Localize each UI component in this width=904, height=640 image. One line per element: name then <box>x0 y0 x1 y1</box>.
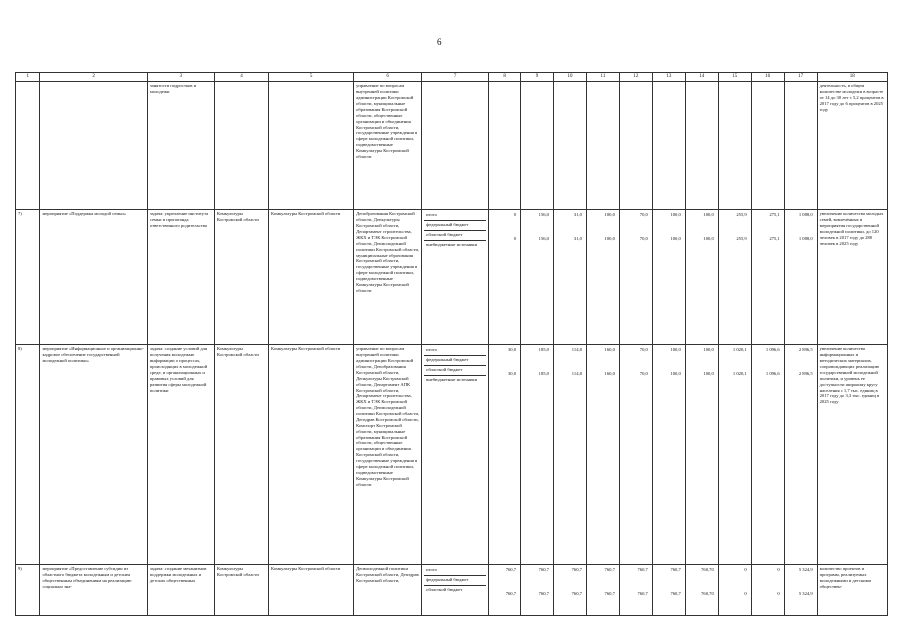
funding-sources <box>422 565 489 616</box>
measure-name: мероприятие «Предоставление субсидии из областного бюджета молодежным и детским общественным объединениям на реализацию социально зна- <box>40 565 147 616</box>
executor: Комкультуры Костромской области <box>269 565 354 616</box>
regional-value: 70,0 <box>639 236 648 242</box>
column-number: 14 <box>685 73 718 82</box>
regional-value: 255,9 <box>736 236 747 242</box>
total-value: 70,0 <box>639 212 648 218</box>
year-value-cell <box>718 210 751 345</box>
regional-value: 156,0 <box>538 236 549 242</box>
regional-value: 1 096,6 <box>765 371 780 377</box>
year-value-cell <box>521 210 554 345</box>
executor: Комкультуры Костромской области <box>269 345 354 565</box>
regional-value: 100,0 <box>670 236 681 242</box>
regional-value: 5 324,9 <box>798 591 813 597</box>
funding-sources <box>422 345 489 565</box>
total-value: 760,7 <box>538 567 549 573</box>
year-value-cell <box>586 345 619 565</box>
column-number: 2 <box>40 73 147 82</box>
table-row <box>16 345 888 565</box>
total-value: 185,0 <box>538 347 549 353</box>
column-number: 15 <box>718 73 751 82</box>
funding-source: федеральный бюджет <box>424 576 486 586</box>
regional-value: 760,7 <box>670 591 681 597</box>
regional-value: 760,70 <box>701 591 714 597</box>
participants: Депобразования Костромской области, Депкультуры Костромской области, Департамент строительства, ЖКХ и ТЭК Костромской области, Депмолодежной политики Костромской области, муниципальные образования Костромской области, государственные учреждения в сфере молодежной политики, подведомственные Комкультуры Костромской области <box>354 210 422 345</box>
row-number: 7) <box>16 210 40 345</box>
column-number: 16 <box>751 73 784 82</box>
year-value-cell <box>718 345 751 565</box>
table-row <box>16 210 888 345</box>
column-number: 18 <box>817 73 887 82</box>
total-value: 2 896,5 <box>798 347 813 353</box>
year-value-cell <box>652 345 685 565</box>
regional-value: 185,0 <box>538 371 549 377</box>
total-value: 0 <box>744 567 747 573</box>
measure-task: задача: создание механизмов поддержки молодежных и детских общественных <box>147 565 214 616</box>
regional-value: 0 <box>513 236 517 242</box>
total-value: 275,1 <box>769 212 780 218</box>
year-value-cell <box>784 345 817 565</box>
total-value: 760,7 <box>637 567 648 573</box>
funding-source: итого <box>424 566 486 576</box>
regional-value: 100,0 <box>604 236 615 242</box>
column-number: 3 <box>147 73 214 82</box>
expected-result: увеличение количества молодых семей, вовлечённых в мероприятия государственной молодежной политики, до 120 человек в 2017 году до 280 человек в 2025 году <box>817 210 887 345</box>
year-value-cell <box>489 565 521 616</box>
column-number: 7 <box>422 73 489 82</box>
year-value-cell <box>489 82 521 210</box>
total-value: 255,9 <box>736 212 747 218</box>
column-number: 17 <box>784 73 817 82</box>
header-row <box>16 73 888 82</box>
year-value-cell <box>586 210 619 345</box>
column-number: 13 <box>652 73 685 82</box>
column-number: 1 <box>16 73 40 82</box>
year-value-cell <box>521 565 554 616</box>
total-value: 5 324,9 <box>798 567 813 573</box>
year-value-cell <box>521 82 554 210</box>
funding-sources <box>422 210 489 345</box>
total-value: 0 <box>513 212 517 218</box>
total-value: 760,7 <box>571 567 582 573</box>
regional-value: 31,0 <box>573 236 582 242</box>
year-value-cell <box>685 565 718 616</box>
participants: Депмолодежной политики Костромской области, Депздрав Костромской области, <box>354 565 422 616</box>
funding-source: областной бюджет <box>426 587 463 593</box>
year-value-cell <box>619 565 652 616</box>
measure-name: мероприятие «Информационное и организационно-кадровое обеспечение государственной молодежной политики» <box>40 345 147 565</box>
coordinator: Комкультуры Костромской области <box>214 345 268 565</box>
regional-value: 2 896,5 <box>798 371 813 377</box>
column-number: 10 <box>553 73 586 82</box>
column-number: 5 <box>269 73 354 82</box>
measure-task: задача: укрепление института семьи и пропаганда ответственного родительства <box>147 210 214 345</box>
regional-value: 1 088,0 <box>798 236 813 242</box>
total-value: 1 096,6 <box>765 347 780 353</box>
funding-source: областной бюджет <box>424 366 486 376</box>
regional-value: 760,7 <box>538 591 549 597</box>
funding-source: федеральный бюджет <box>424 221 486 231</box>
year-value-cell <box>489 345 521 565</box>
regional-value: 30,0 <box>507 371 517 377</box>
column-number: 6 <box>354 73 422 82</box>
year-value-cell <box>586 565 619 616</box>
program-table <box>15 72 888 616</box>
total-value: 760,70 <box>701 567 714 573</box>
year-value-cell <box>652 565 685 616</box>
executor <box>269 82 354 210</box>
year-value-cell <box>784 82 817 210</box>
total-value: 31,0 <box>573 212 582 218</box>
regional-value: 760,7 <box>604 591 615 597</box>
year-value-cell <box>751 345 784 565</box>
funding-source: внебюджетные источники <box>426 377 478 383</box>
column-number: 9 <box>521 73 554 82</box>
regional-value: 275,1 <box>769 236 780 242</box>
regional-value: 1 020,1 <box>732 371 747 377</box>
total-value: 760,7 <box>505 567 517 573</box>
coordinator <box>214 82 268 210</box>
regional-value: 160,0 <box>604 371 615 377</box>
total-value: 156,0 <box>538 212 549 218</box>
funding-source: внебюджетные источники <box>426 242 478 248</box>
year-value-cell <box>718 82 751 210</box>
participants: управление по вопросам внутренней политики администрации Костромской области, муниципальные образования Костромской области, общественные организации и объединения Костромской области, государственные учреждения в сфере молодежной политики, подведомственные Комкультуры Костромской области <box>354 82 422 210</box>
total-value: 100,0 <box>604 212 615 218</box>
measure-name: мероприятие «Поддержка молодой семьи» <box>40 210 147 345</box>
year-value-cell <box>586 82 619 210</box>
year-value-cell <box>685 82 718 210</box>
measure-name <box>40 82 147 210</box>
year-value-cell <box>553 82 586 210</box>
page-number: 6 <box>437 37 442 47</box>
total-value: 760,7 <box>670 567 681 573</box>
total-value: 70,0 <box>639 347 648 353</box>
participants: управление по вопросам внутренней политики администрации Костромской области, Депобразования Костромской области, Депкультуры Костромской области, Департамент АПК Костромской области, Департамент строительства, ЖКХ и ТЭК Костромской области, Депмолодежной политики Костромской области, Депздрав Костромской области, Комспорт Костромской области, муниципальные образования Костромской области, общественные организации и объединения Костромской области, государственные учреждения в сфере молодежной политики, подведомственные Комкультуры Костромской области <box>354 345 422 565</box>
expected-result: увеличение количества информационных и методических материалов, сопровождающих реализацию государственной молодежной политики, и уровень ее доступности широкому кругу населения с 1,7 тыс. единиц в 2017 году до 3,3 тыс. единиц в 2025 году <box>817 345 887 565</box>
total-value: 160,0 <box>604 347 615 353</box>
expected-result: количество проектов и программ, реализуемых молодежными и детскими обществен- <box>817 565 887 616</box>
regional-value: 100,0 <box>703 236 714 242</box>
row-number: 8) <box>16 345 40 565</box>
column-number: 4 <box>214 73 268 82</box>
year-value-cell <box>553 210 586 345</box>
total-value: 1 020,1 <box>732 347 747 353</box>
year-value-cell <box>751 210 784 345</box>
total-value: 760,7 <box>604 567 615 573</box>
year-value-cell <box>619 345 652 565</box>
year-value-cell <box>652 210 685 345</box>
row-number <box>16 82 40 210</box>
expected-result: деятельность, в общем количестве молодежи в возрасте от 14 до 30 лет с 5,2 процентов в 2017 году до 6 процентов в 2025 году <box>817 82 887 210</box>
total-value: 100,0 <box>670 347 681 353</box>
year-value-cell <box>685 345 718 565</box>
total-value: 114,8 <box>571 347 582 353</box>
year-value-cell <box>751 82 784 210</box>
year-value-cell <box>784 210 817 345</box>
year-value-cell <box>521 345 554 565</box>
coordinator: Комкультуры Костромской области <box>214 565 268 616</box>
year-value-cell <box>553 565 586 616</box>
regional-value: 760,7 <box>505 591 517 597</box>
executor: Комкультуры Костромской области <box>269 210 354 345</box>
measure-task: задача: создание условий для получения молодежью информации о процессах, происходящих в молодежной среде, и организационных и правовых условий для развития сферы молодежной политики <box>147 345 214 565</box>
year-value-cell <box>685 210 718 345</box>
column-number: 12 <box>619 73 652 82</box>
table-row <box>16 565 888 616</box>
funding-source: федеральный бюджет <box>424 356 486 366</box>
regional-value: 760,7 <box>571 591 582 597</box>
funding-sources <box>422 82 489 210</box>
year-value-cell <box>784 565 817 616</box>
regional-value: 0 <box>777 591 780 597</box>
year-value-cell <box>489 210 521 345</box>
total-value: 100,0 <box>703 347 714 353</box>
year-value-cell <box>751 565 784 616</box>
funding-source: итого <box>424 211 486 221</box>
regional-value: 100,0 <box>703 371 714 377</box>
measure-task: занятости подростков и молодежи <box>147 82 214 210</box>
total-value: 100,0 <box>670 212 681 218</box>
total-value: 1 088,0 <box>798 212 813 218</box>
total-value: 0 <box>777 567 780 573</box>
table-row <box>16 82 888 210</box>
year-value-cell <box>619 82 652 210</box>
row-number: 9) <box>16 565 40 616</box>
year-value-cell <box>619 210 652 345</box>
regional-value: 70,0 <box>639 371 648 377</box>
column-number: 11 <box>586 73 619 82</box>
funding-source: областной бюджет <box>424 231 486 241</box>
regional-value: 114,8 <box>571 371 582 377</box>
column-number: 8 <box>489 73 521 82</box>
year-value-cell <box>553 345 586 565</box>
total-value: 100,0 <box>703 212 714 218</box>
year-value-cell <box>652 82 685 210</box>
total-value: 30,0 <box>507 347 517 353</box>
regional-value: 100,0 <box>670 371 681 377</box>
year-value-cell <box>718 565 751 616</box>
regional-value: 760,7 <box>637 591 648 597</box>
regional-value: 0 <box>744 591 747 597</box>
funding-source: итого <box>424 346 486 356</box>
coordinator: Комкультуры Костромской области <box>214 210 268 345</box>
